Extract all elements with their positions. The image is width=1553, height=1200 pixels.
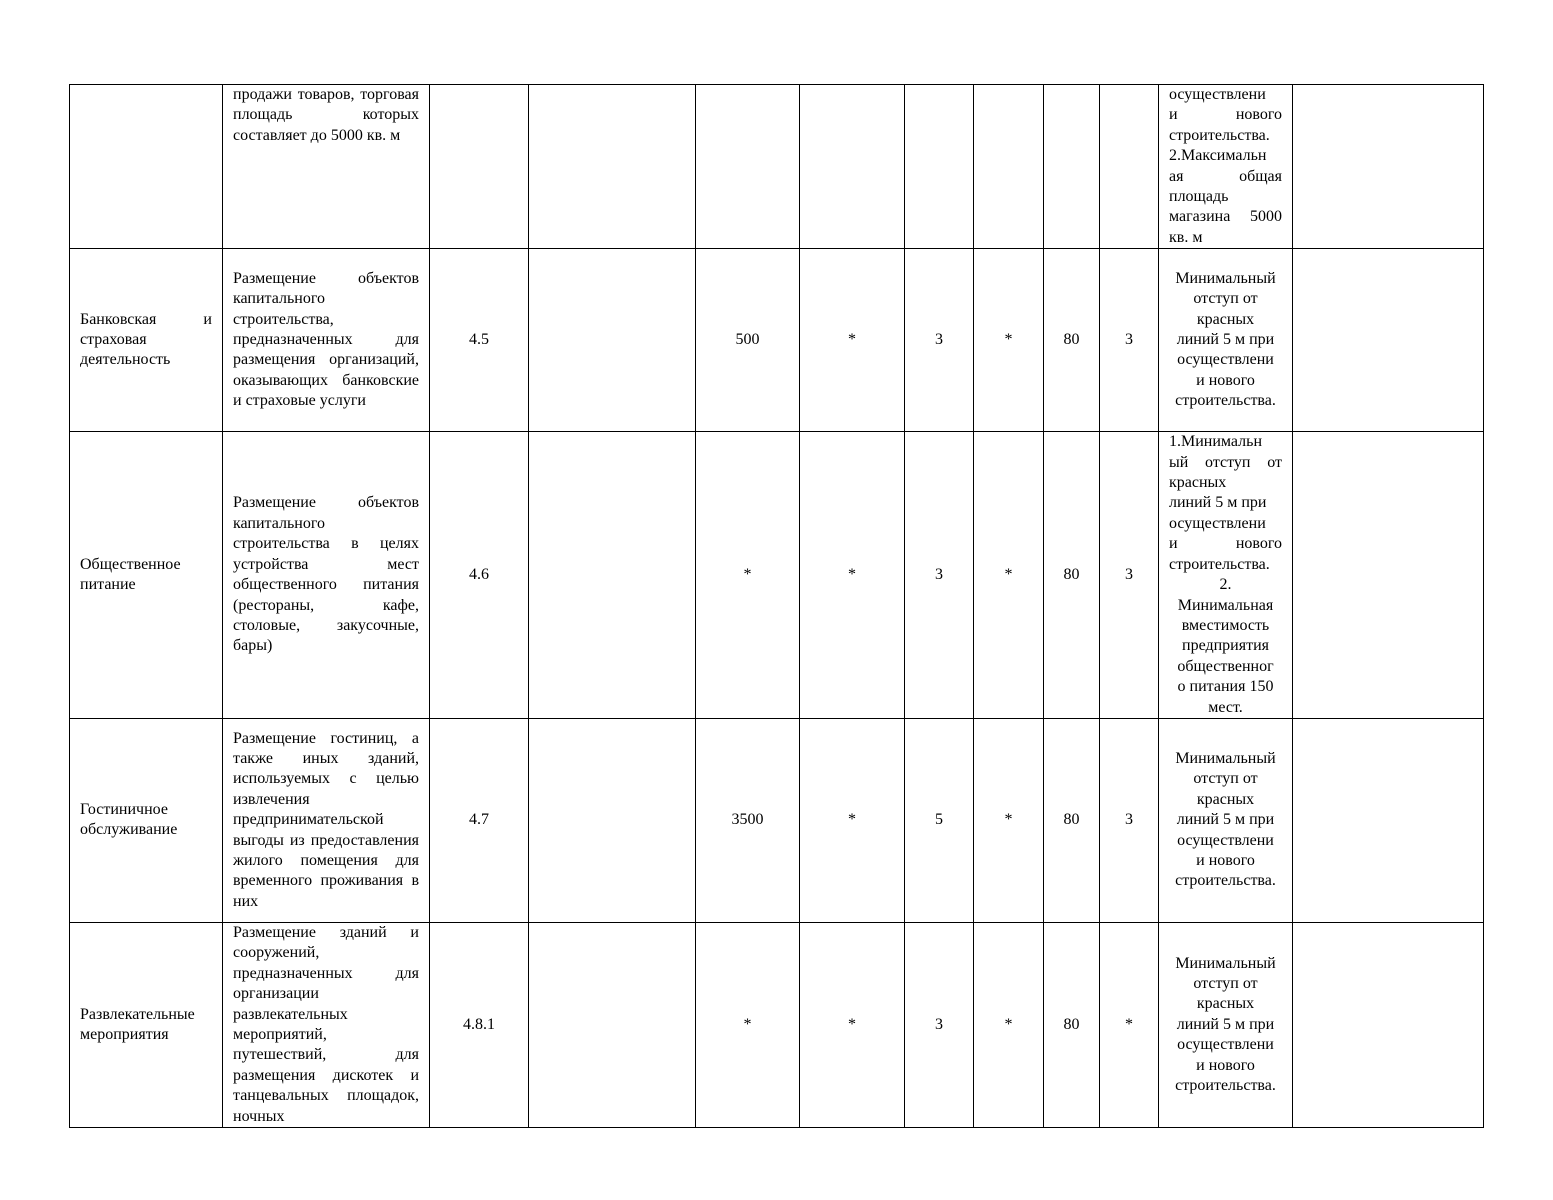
table-cell: * xyxy=(974,432,1044,719)
table-cell xyxy=(1293,249,1484,432)
note-line: 2.Максимальн xyxy=(1169,147,1267,165)
note-line: и нового xyxy=(1196,1056,1255,1074)
note-line: магазина 5000 xyxy=(1169,208,1282,226)
land-use-description-cell: Размещение объектов капитального строительства в целях устройства мест общественного питания (рестораны, кафе, столовые, закусочные, бары) xyxy=(223,432,430,719)
table-cell xyxy=(529,249,696,432)
table-cell: 500 xyxy=(696,249,800,432)
table-cell: * xyxy=(696,922,800,1127)
table-cell xyxy=(1100,85,1159,249)
note-line: строительства. xyxy=(1175,392,1276,410)
note-line: осуществлени xyxy=(1177,351,1274,369)
note-line: Минимальный xyxy=(1175,750,1276,768)
table-cell: * xyxy=(800,249,905,432)
table-cell xyxy=(696,85,800,249)
land-use-code-cell: 4.8.1 xyxy=(430,922,529,1127)
note-line: линий 5 м при xyxy=(1176,331,1275,349)
restrictions-note-cell xyxy=(1159,718,1293,922)
land-use-description-cell: Размещение зданий и сооружений, предназначенных для организации развлекательных мероприятий, путешествий, для размещения дискотек и танцевальных площадок, ночных xyxy=(223,922,430,1127)
note-line: кв. м xyxy=(1169,228,1203,246)
land-use-code-cell: 4.6 xyxy=(430,432,529,719)
note-line: красных xyxy=(1196,310,1255,328)
land-use-code-cell xyxy=(430,85,529,249)
table-cell: 80 xyxy=(1044,249,1100,432)
note-line: и нового xyxy=(1196,371,1255,389)
note-line: строительства. xyxy=(1175,872,1276,890)
land-use-name-cell: Гостиничное обслуживание xyxy=(70,718,223,922)
table-cell xyxy=(1293,922,1484,1127)
table-cell xyxy=(800,85,905,249)
land-use-name-cell: Развлекательные мероприятия xyxy=(70,922,223,1127)
note-line: Минимальная xyxy=(1177,596,1274,614)
land-use-name-cell: Банковская и страховая деятельность xyxy=(70,249,223,432)
note-line: и нового xyxy=(1196,852,1255,870)
table-cell: * xyxy=(696,432,800,719)
note-line: осуществлени xyxy=(1177,1036,1274,1054)
note-line: строительства. xyxy=(1175,1076,1276,1094)
note-line: о питания 150 xyxy=(1177,678,1274,696)
table-cell: 80 xyxy=(1044,718,1100,922)
table-cell: * xyxy=(974,249,1044,432)
note-line: линий 5 м при xyxy=(1176,811,1275,829)
land-use-code-cell: 4.7 xyxy=(430,718,529,922)
table-cell: 80 xyxy=(1044,432,1100,719)
table-cell xyxy=(1293,85,1484,249)
note-line: отступ от xyxy=(1193,974,1258,992)
table-cell: 3 xyxy=(1100,249,1159,432)
table-cell xyxy=(1293,432,1484,719)
note-line: строительства. xyxy=(1169,555,1270,573)
table-cell: 3 xyxy=(905,249,974,432)
table-cell xyxy=(529,922,696,1127)
note-line: ая общая xyxy=(1169,167,1282,185)
note-line: осуществлени xyxy=(1169,86,1266,103)
table-cell xyxy=(905,85,974,249)
land-use-description-cell: продажи товаров, торговая площадь которых составляет до 5000 кв. м xyxy=(223,85,430,249)
table-cell: * xyxy=(800,432,905,719)
note-line: строительства. xyxy=(1169,126,1270,144)
note-line: отступ от xyxy=(1193,770,1258,788)
note-line: линий 5 м при xyxy=(1176,1015,1275,1033)
table-cell: * xyxy=(1100,922,1159,1127)
note-line: и нового xyxy=(1169,535,1282,553)
restrictions-note-cell xyxy=(1159,249,1293,432)
note-line: осуществлени xyxy=(1177,831,1274,849)
land-use-description-cell: Размещение объектов капитального строительства, предназначенных для размещения организаций, оказывающих банковские и страховые услуги xyxy=(223,249,430,432)
table-cell: 3 xyxy=(1100,718,1159,922)
table-cell: * xyxy=(800,718,905,922)
table-row xyxy=(70,432,1484,719)
table-cell: 3500 xyxy=(696,718,800,922)
table-row xyxy=(70,85,1484,249)
note-line: вместимость xyxy=(1181,616,1270,634)
table-row xyxy=(70,249,1484,432)
table-cell xyxy=(1044,85,1100,249)
note-line: мест. xyxy=(1208,698,1243,716)
table-cell: 3 xyxy=(905,922,974,1127)
table-cell xyxy=(1293,718,1484,922)
table-cell: 3 xyxy=(905,432,974,719)
note-line: красных xyxy=(1169,474,1227,492)
note-line: Минимальный xyxy=(1175,954,1276,972)
note-line: Минимальный xyxy=(1175,269,1276,287)
table-cell: 5 xyxy=(905,718,974,922)
note-line: линий 5 м при xyxy=(1169,494,1267,512)
table-cell xyxy=(529,718,696,922)
table-cell: * xyxy=(974,922,1044,1127)
note-line: ый отступ от xyxy=(1169,453,1282,471)
note-line: осуществлени xyxy=(1169,514,1266,532)
note-line: 2. xyxy=(1219,576,1232,594)
zoning-regulations-table xyxy=(69,84,1484,1128)
note-line: площадь xyxy=(1169,188,1229,206)
table-cell: * xyxy=(800,922,905,1127)
note-line: предприятия xyxy=(1182,637,1269,655)
land-use-name-cell xyxy=(70,85,223,249)
table-cell xyxy=(974,85,1044,249)
land-use-code-cell: 4.5 xyxy=(430,249,529,432)
restrictions-note-cell xyxy=(1159,85,1293,249)
note-line: красных xyxy=(1196,995,1255,1013)
table-cell xyxy=(529,432,696,719)
table-cell xyxy=(529,85,696,249)
land-use-name-cell: Общественное питание xyxy=(70,432,223,719)
table-cell: 3 xyxy=(1100,432,1159,719)
table-cell: 80 xyxy=(1044,922,1100,1127)
note-line: и нового xyxy=(1169,106,1282,124)
table-row xyxy=(70,718,1484,922)
table-row xyxy=(70,922,1484,1127)
land-use-description-cell: Размещение гостиниц, а также иных зданий, используемых с целью извлечения предпринимательской выгоды из предоставления жилого помещения для временного проживания в них xyxy=(223,718,430,922)
note-line: красных xyxy=(1196,790,1255,808)
note-line: 1.Минимальн xyxy=(1169,433,1263,451)
note-line: отступ от xyxy=(1193,290,1258,308)
restrictions-note-cell xyxy=(1159,432,1293,719)
table-cell: * xyxy=(974,718,1044,922)
note-line: общественног xyxy=(1177,657,1274,675)
restrictions-note-cell xyxy=(1159,922,1293,1127)
